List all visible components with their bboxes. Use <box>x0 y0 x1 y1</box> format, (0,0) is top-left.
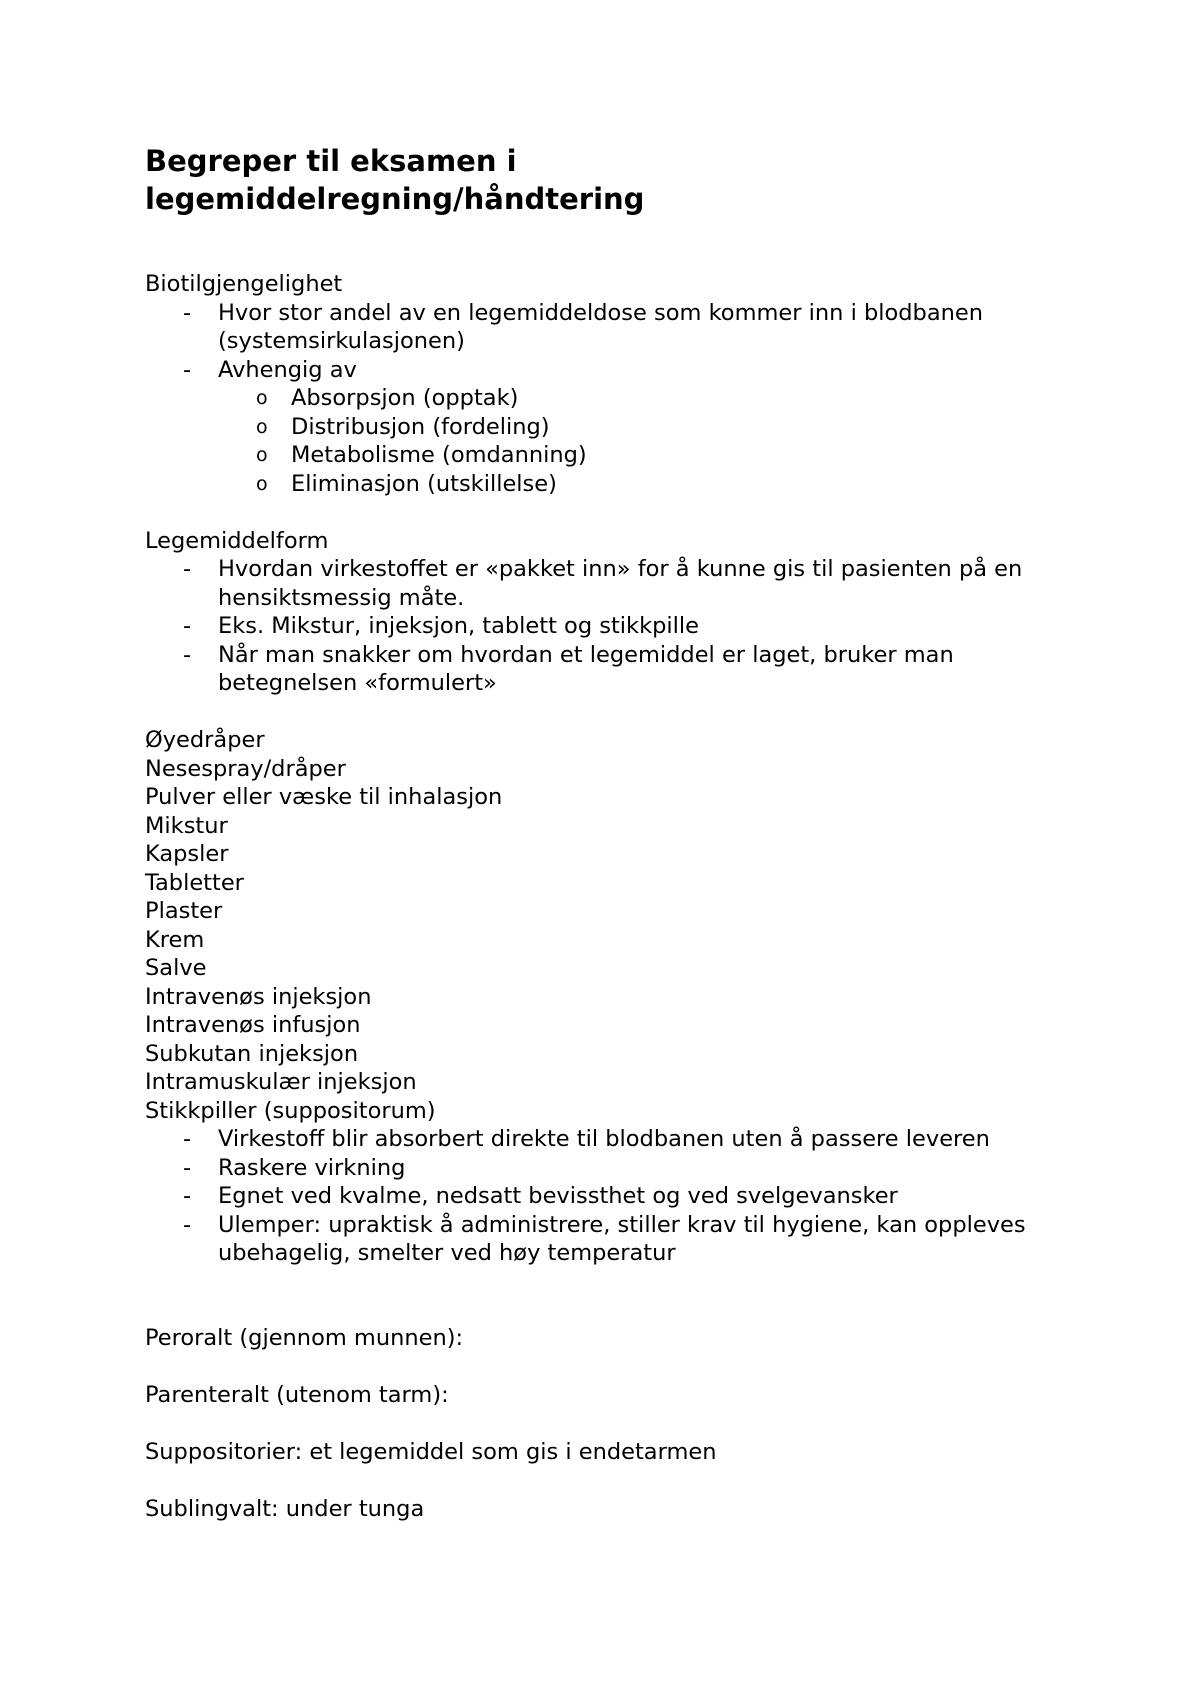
form-item: Øyedråper <box>145 727 265 753</box>
list-item <box>145 612 1085 641</box>
list-item <box>145 1125 1085 1154</box>
list-item <box>145 299 1085 356</box>
biotilgjengelighet-list <box>145 299 1085 499</box>
list-item-text: Egnet ved kvalme, nedsatt bevissthet og ved svelgevansker <box>218 1183 898 1209</box>
legemiddelform-list <box>145 555 1085 698</box>
sublist-item-text: Absorpsjon (opptak) <box>291 385 519 411</box>
list-item <box>145 1211 1085 1268</box>
sublist-item <box>218 470 1085 499</box>
spacer <box>145 498 1085 527</box>
form-item: Salve <box>145 955 207 981</box>
sublist-item-text: Metabolisme (omdanning) <box>291 442 587 468</box>
sublist <box>218 384 1085 498</box>
form-item: Tabletter <box>145 869 244 896</box>
form-item: Intravenøs infusjon <box>145 1012 361 1038</box>
spacer <box>145 698 1085 727</box>
sublist-item <box>218 413 1085 442</box>
circle-bullet: o <box>256 387 268 409</box>
dash-bullet: - <box>183 1183 192 1209</box>
dash-bullet: - <box>183 641 192 668</box>
form-item: Krem <box>145 926 205 953</box>
list-item-text: Raskere virkning <box>218 1154 406 1181</box>
list-item <box>145 555 1085 612</box>
form-item: Nesespray/dråper <box>145 755 346 782</box>
form-item: Mikstur <box>145 812 228 839</box>
title-line-1: Begreper til eksamen i <box>145 144 517 178</box>
dash-bullet: - <box>183 613 192 639</box>
list-item <box>145 1154 1085 1183</box>
spacer <box>145 1409 1085 1438</box>
document-page <box>145 142 1085 1523</box>
sublist-item-text: Eliminasjon (utskillelse) <box>291 470 557 497</box>
spacer <box>145 1466 1085 1495</box>
form-item: Subkutan injeksjon <box>145 1040 359 1067</box>
list-item <box>145 1182 1085 1211</box>
dash-bullet: - <box>183 1154 192 1181</box>
section-heading-biotilgjengelighet: Biotilgjengelighet <box>145 271 343 297</box>
list-item-text: Avhengig av <box>218 356 357 383</box>
spacer <box>145 1352 1085 1381</box>
spacer <box>145 1268 1085 1324</box>
form-item: Pulver eller væske til inhalasjon <box>145 784 503 810</box>
stikkpiller-list <box>145 1125 1085 1268</box>
sublist-item <box>218 441 1085 470</box>
form-item: Intravenøs injeksjon <box>145 983 372 1010</box>
form-item: Intramuskulær injeksjon <box>145 1069 417 1095</box>
route-parenteralt: Parenteralt (utenom tarm): <box>145 1381 449 1408</box>
list-item-text: Når man snakker om hvordan et legemiddel er laget, bruker man betegnelsen «formulert» <box>218 641 954 696</box>
dash-bullet: - <box>183 1126 192 1152</box>
list-item-text: Virkestoff blir absorbert direkte til blodbanen uten å passere leveren <box>218 1126 990 1152</box>
route-suppositorier: Suppositorier: et legemiddel som gis i endetarmen <box>145 1438 717 1465</box>
list-item-text: Hvor stor andel av en legemiddeldose som kommer inn i blodbanen (systemsirkulasjonen) <box>218 299 983 354</box>
legemiddelform-types-list <box>145 726 1085 1125</box>
list-item-text: Eks. Mikstur, injeksjon, tablett og stikkpille <box>218 613 699 639</box>
sublist-item-text: Distribusjon (fordeling) <box>291 413 550 440</box>
list-item-text: Ulemper: upraktisk å administrere, stiller krav til hygiene, kan oppleves ubehagelig, smelter ved høy temperatur <box>218 1211 1026 1266</box>
form-item: Plaster <box>145 898 223 924</box>
document-body <box>145 270 1085 1523</box>
list-item <box>145 356 1085 499</box>
dash-bullet: - <box>183 356 192 383</box>
form-item: Stikkpiller (suppositorum) <box>145 1097 436 1124</box>
route-peroralt: Peroralt (gjennom munnen): <box>145 1324 464 1351</box>
form-item: Kapsler <box>145 841 229 867</box>
route-sublingvalt: Sublingvalt: under tunga <box>145 1495 425 1522</box>
list-item <box>145 641 1085 698</box>
sublist-item <box>218 384 1085 413</box>
dash-bullet: - <box>183 299 192 326</box>
section-heading-legemiddelform: Legemiddelform <box>145 527 329 554</box>
title-line-2: legemiddelregning/håndtering <box>145 182 645 216</box>
list-item-text: Hvordan virkestoffet er «pakket inn» for å kunne gis til pasienten på en hensiktsmessig måte. <box>218 556 1023 611</box>
dash-bullet: - <box>183 1211 192 1238</box>
document-title <box>145 142 1085 218</box>
dash-bullet: - <box>183 556 192 582</box>
circle-bullet: o <box>256 472 268 495</box>
circle-bullet: o <box>256 444 268 466</box>
circle-bullet: o <box>256 415 268 438</box>
